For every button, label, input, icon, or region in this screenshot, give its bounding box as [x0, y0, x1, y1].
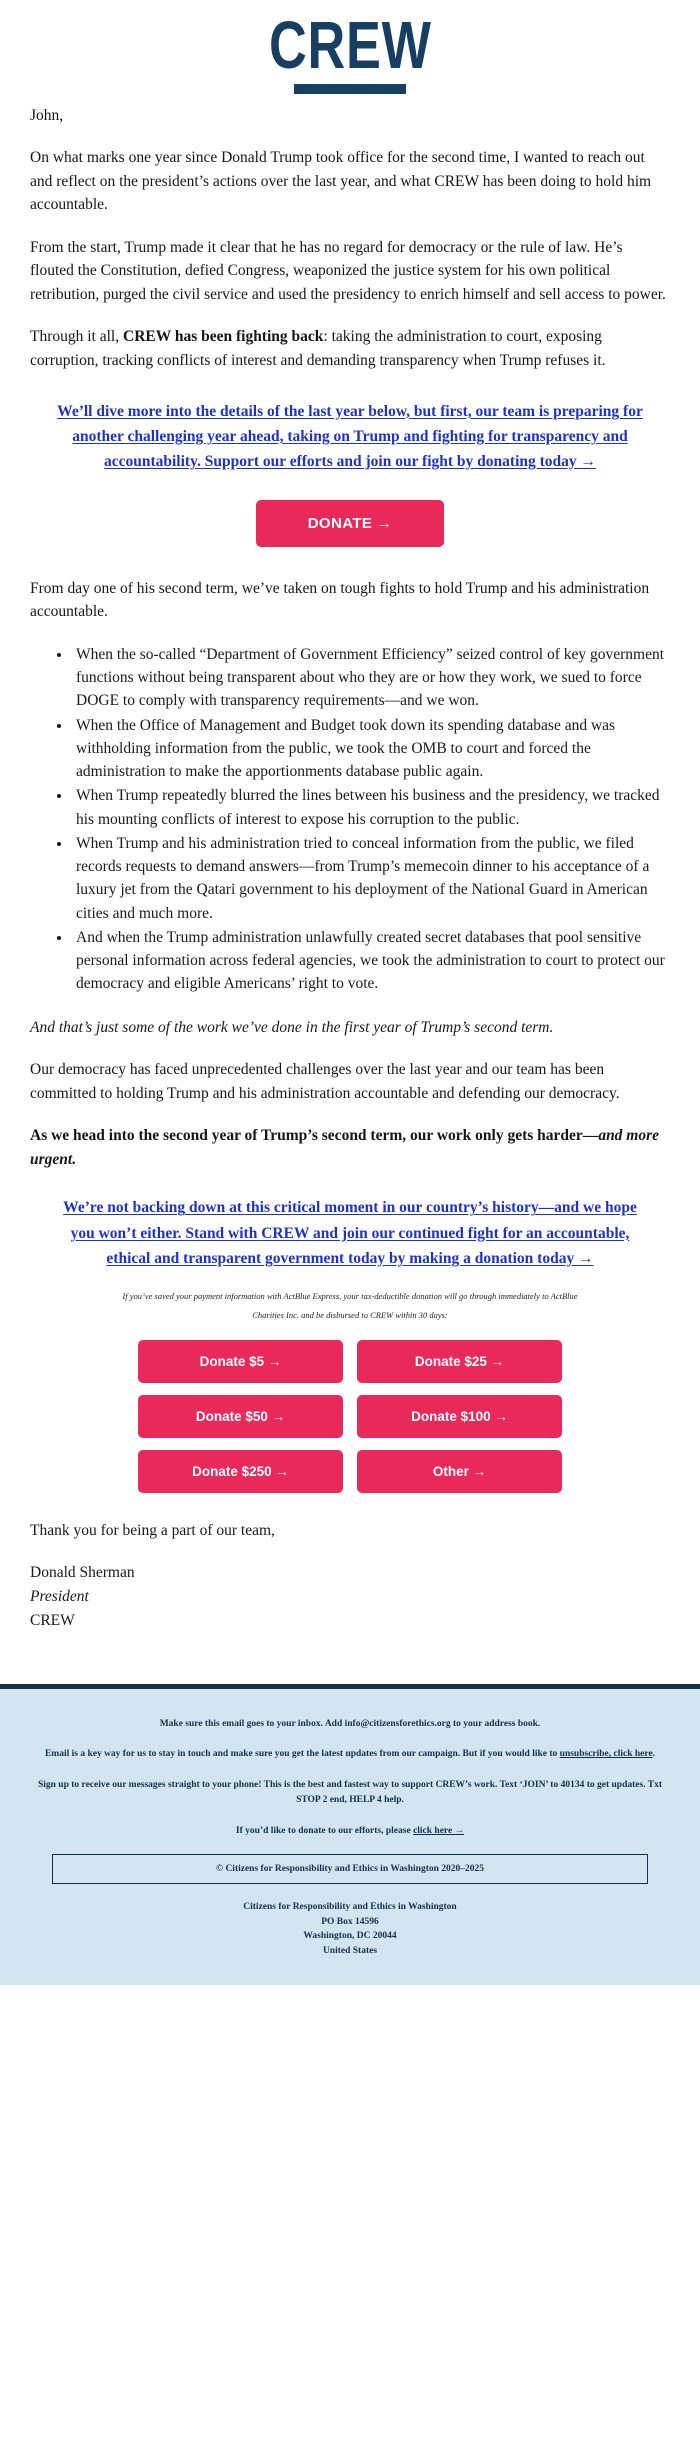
paragraph-1: On what marks one year since Donald Trump took office for the second time, I wanted to reach out and reflect on the president’s actions over the last year, and what CREW has been doing to hold him accountable.: [30, 149, 652, 214]
footer-unsub-pre: Email is a key way for us to stay in touch and make sure you get the latest updates from our campaign. But if you would like to: [44, 1749, 560, 1760]
disclaimer-line-2: Charities Inc. and be disbursed to CREW within 30 days:: [252, 1310, 448, 1321]
fighting-back-lead: Through it all,: [30, 328, 123, 346]
list-item: • When Trump repeatedly blurred the lines between his business and the presidency, we tracked his mounting conflicts of interest to expose his corruption to the public.: [72, 784, 670, 831]
footer-donate-pre: If you’d like to donate to our efforts, please: [235, 1825, 414, 1836]
logo-header: [0, 0, 700, 104]
paragraph-urgent: [30, 1124, 670, 1171]
signature-name: Donald Sherman: [30, 1564, 135, 1582]
footer-email-address: info@citizensforethics.org: [344, 1719, 451, 1730]
footer-unsubscribe-line: [34, 1747, 666, 1762]
thank-you-line: Thank you for being a part of our team,: [30, 1521, 275, 1539]
urgent-bold-italic: and more urgent.: [30, 1127, 660, 1168]
donate-amount-button[interactable]: Other →: [357, 1450, 562, 1493]
crew-logo-text: CREW: [268, 8, 432, 83]
list-item: • When the Office of Management and Budget took down its spending database and was withholding information from the public, we took the OMB to court and forced the administration to make the apportionments database public again.: [72, 714, 670, 784]
amount-row: [130, 1340, 570, 1383]
copyright-box: © Citizens for Responsibility and Ethics in Washington 2020–2025: [52, 1854, 648, 1884]
donate-amount-button[interactable]: Donate $5 →: [138, 1340, 343, 1383]
salutation: John,: [30, 106, 64, 124]
paragraph-closing: Our democracy has faced unprecedented challenges over the last year and our team has been committed to holding Trump and his administration accountable and defending our democracy.: [30, 1061, 620, 1102]
donate-button-wrap: [30, 500, 670, 547]
donate-button[interactable]: DONATE →: [256, 500, 445, 547]
footer-unsub-post: .: [652, 1749, 656, 1760]
unsubscribe-link[interactable]: unsubscribe, click here: [559, 1749, 653, 1760]
donate-amount-button[interactable]: Donate $25 →: [357, 1340, 562, 1383]
donate-link-paragraph-1: [30, 399, 670, 474]
fighting-back-bold: CREW has been fighting back: [123, 328, 324, 346]
crew-logo: [246, 8, 455, 94]
footer-donate-link[interactable]: click here →: [413, 1825, 465, 1836]
signature-title: President: [30, 1587, 89, 1605]
donation-amount-grid: [130, 1340, 570, 1493]
italic-note: And that’s just some of the work we’ve done in the first year of Trump’s second term.: [30, 1018, 554, 1036]
disclaimer-line-1: If you’ve saved your payment information with ActBlue Express, your tax-deductible donation will go through immediately to ActBlue: [122, 1290, 578, 1301]
amount-row: [130, 1450, 570, 1493]
paragraph-intro-list: From day one of his second term, we’ve taken on tough fights to hold Trump and his administration accountable.: [30, 579, 650, 621]
paragraph-2: From the start, Trump made it clear that he has no regard for democracy or the rule of law. He’s flouted the Constitution, defied Congress, weaponized the justice system for his own political retribution, purged the civil service and used the presidency to enrich himself and sell access to power.: [30, 238, 666, 303]
list-item: • When Trump and his administration tried to conceal information from the public, we filed records requests to demand answers—from Trump’s memecoin dinner to his acceptance of a luxury jet from the Qatari government to his deployment of the National Guard in American cities and much more.: [72, 832, 670, 925]
paragraph-fighting-back: [30, 325, 670, 372]
list-item: • And when the Trump administration unlawfully created secret databases that pool sensitive personal information across federal agencies, we took the administration to court to protect our democracy and eligible Americans’ right to vote.: [72, 926, 670, 996]
address-line: Citizens for Responsibility and Ethics in Washington: [243, 1901, 457, 1912]
accomplishments-list: [30, 643, 670, 996]
postal-address: [34, 1900, 666, 1959]
urgent-lead: As we head into the second year of Trump’s second term, our work only gets harder—: [30, 1127, 599, 1145]
actblue-disclaimer: [64, 1287, 636, 1326]
email-footer: [0, 1684, 700, 1985]
crew-logo-underline: [294, 84, 406, 94]
donate-amount-button[interactable]: Donate $250 →: [138, 1450, 343, 1493]
donate-link-paragraph-2: [30, 1195, 670, 1270]
amount-row: [130, 1395, 570, 1438]
footer-sms-line: Sign up to receive our messages straight to your phone! This is the best and fastest way to support CREW’s work. Text ‘JOIN’ to 40134 to get updates. Txt STOP 2 end, HELP 4 help.: [37, 1779, 663, 1806]
footer-inbox-line: [34, 1717, 666, 1732]
address-line: Washington, DC 20044: [303, 1931, 397, 1942]
list-item: • When the so-called “Department of Government Efficiency” seized control of key government functions without being transparent about who they are or how they work, we sued to force DOGE to comply with transparency requirements—and we won.: [72, 643, 670, 713]
footer-spacer: [0, 1632, 700, 1684]
footer-donate-line: [34, 1824, 666, 1839]
footer-inbox-post: to your address book.: [450, 1719, 541, 1730]
donate-link-2[interactable]: We’re not backing down at this critical moment in our country’s history—and we hope you won’t either. Stand with CREW and join our continued fight for an accountable, ethical and transparent government today by making a donation today →: [63, 1199, 637, 1267]
signature-block: [30, 1519, 670, 1632]
address-line: PO Box 14596: [321, 1916, 379, 1927]
footer-inbox-pre: Make sure this email goes to your inbox. Add: [159, 1719, 345, 1730]
donate-amount-button[interactable]: Donate $100 →: [357, 1395, 562, 1438]
address-line: United States: [322, 1946, 378, 1957]
donate-amount-button[interactable]: Donate $50 →: [138, 1395, 343, 1438]
letter-content: [0, 104, 700, 1632]
signature-org: CREW: [30, 1611, 75, 1629]
fighting-back-rest: : taking the administration to court, exposing corruption, tracking conflicts of interest and demanding transparency when Trump refuses it.: [30, 328, 606, 370]
donate-link-1[interactable]: We’ll dive more into the details of the last year below, but first, our team is preparing for another challenging year ahead, taking on Trump and fighting for transparency and accountability. Support our efforts and join our fight by donating today →: [57, 402, 643, 470]
